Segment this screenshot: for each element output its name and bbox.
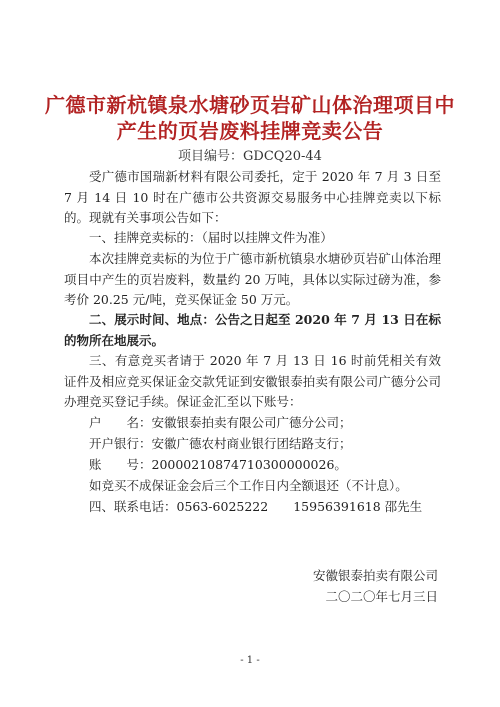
section-2-paragraph: 二、展示时间、地点：公告之日起至 2020 年 7 月 13 日在标的物所在地展示。 <box>64 312 441 348</box>
section-3-paragraph: 三、有意竞买者请于 2020 年 7 月 13 日 16 时前凭相关有效证件及相应竞买保证金交款凭证到安徽银泰拍卖有限公司广德分公司办理竞买登记手续。保证金汇至以下账号： <box>64 353 441 409</box>
refund-note: 如竞买不成保证金会后三个工作日内全额退还（不计息）。 <box>89 478 408 493</box>
title-line-1: 广德市新杭镇泉水塘砂页岩矿山体治理项目中 <box>45 93 455 117</box>
contact-line: 四、联系电话：0563-6025222 15956391618 邵先生 <box>89 499 423 514</box>
account-name-line: 户 名：安徽银泰拍卖有限公司广德分公司； <box>89 415 352 430</box>
section-1-body: 本次挂牌竞卖标的为位于广德市新杭镇泉水塘砂页岩矿山体治理项目中产生的页岩废料，数量约 20 万吨，具体以实际过磅为准，参考价 20.25 元/吨，竞买保证金 50 万元。 <box>64 251 441 307</box>
section-1-note: （届时以挂牌文件为准） <box>201 230 333 245</box>
project-number: 项目编号：GDCQ20-44 <box>178 149 322 164</box>
signature-date: 二〇二〇年七月三日 <box>325 589 438 604</box>
document-title <box>40 92 460 144</box>
signature-organization: 安徽银泰拍卖有限公司 <box>312 568 438 583</box>
intro-paragraph: 受广德市国瑞新材料有限公司委托，定于 2020 年 7 月 3 日至 7 月 14 日 10 时在广德市公共资源交易服务中心挂牌竞卖以下标的。现就有关事项公告如下： <box>64 169 441 225</box>
page-number: - 1 - <box>240 655 260 666</box>
account-number-line: 账 号：20000210874710300000026。 <box>89 457 347 472</box>
section-1-heading-line <box>64 228 441 249</box>
title-line-2: 产生的页岩废料挂牌竞卖公告 <box>116 119 384 143</box>
bank-line: 开户银行：安徽广德农村商业银行团结路支行； <box>89 436 352 451</box>
section-1-heading: 一、挂牌竞卖标的： <box>89 230 202 245</box>
